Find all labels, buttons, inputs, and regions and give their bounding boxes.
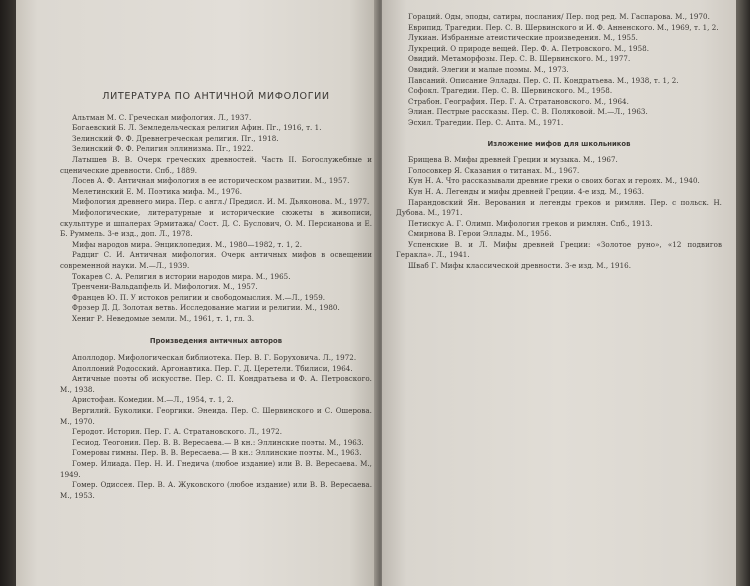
bibliography-entry: Эсхил. Трагедии. Пер. С. Апта. М., 1971. <box>408 117 564 127</box>
bibliography-entry: Аристофан. Комедии. М.—Л., 1954, т. 1, 2. <box>72 395 234 405</box>
bibliography-entry: Страбон. География. Пер. Г. А. Стратановского. М., 1964. <box>408 96 629 106</box>
bibliography-entry: Аполлоний Родосский. Аргонавтика. Пер. Г. Д. Церетели. Тбилиси, 1964. <box>72 363 353 373</box>
bibliography-entry: Радциг С. И. Античная мифология. Очерк античных мифов в освещении современной науки. М.—Л., 1939. <box>60 250 372 270</box>
bibliography-entry: Богаевский Б. Л. Земледельческая религия Афин. Пг., 1916, т. 1. <box>72 123 322 133</box>
bibliography-entry: Мифологические, литературные и исторические сюжеты в живописи, скульптуре и шпалерах Эрмитажа/ Сост. Д. С. Буслович, О. М. Персианова и Е. Б. Руммель. 3-е изд., доп. Л., 1978. <box>60 207 372 239</box>
bibliography-entry: Петискус А. Г. Олимп. Мифология греков и римлян. Спб., 1913. <box>408 218 653 228</box>
right-page <box>382 0 736 586</box>
bibliography-entry: Парандовский Ян. Верования и легенды греков и римлян. Пер. с польск. Н. Дубова. М., 1971. <box>396 197 722 218</box>
bibliography-entry: Мифология древнего мира. Пер. с англ./ Предисл. И. М. Дьяконова. М., 1977. <box>72 197 370 207</box>
bibliography-entry: Гомер. Одиссея. Пер. В. А. Жуковского (любое издание) или В. В. Вересаева. М., 1953. <box>60 480 372 500</box>
bibliography-entry: Лукреций. О природе вещей. Пер. Ф. А. Петровского. М., 1958. <box>408 43 650 53</box>
section-heading: Изложение мифов для школьников <box>487 139 631 148</box>
bibliography-entry: Хениг Р. Неведомые земли. М., 1961, т. 1, гл. 3. <box>72 313 255 323</box>
bibliography-entry: Успенские В. и Л. Мифы древней Греции: «Золотое руно», «12 подвигов Геракла». Л., 1941. <box>396 239 722 260</box>
bibliography-entry: Шваб Г. Мифы классической древности. 3-е изд. М., 1916. <box>408 261 632 271</box>
bibliography-entry: Голосовкер Я. Сказания о титанах. М., 1967. <box>408 165 580 175</box>
left-page <box>16 0 378 586</box>
bibliography-entry: Зелинский Ф. Ф. Религия эллинизма. Пг., 1922. <box>72 144 254 154</box>
bibliography-entry: Софокл. Трагедии. Пер. С. В. Шервинского. М., 1958. <box>408 86 613 96</box>
bibliography-entry: Гомер. Илиада. Пер. Н. И. Гнедича (любое издание) или В. В. Вересаева. М., 1949. <box>60 459 372 479</box>
bibliography-list <box>60 113 372 325</box>
bibliography-entry: Гораций. Оды, эподы, сатиры, послания/ Пер. под ред. М. Гаспарова. М., 1970. <box>408 12 710 21</box>
book-cover-edge-left <box>0 0 16 586</box>
school-myths-list <box>396 155 722 272</box>
right-page-content <box>396 12 722 272</box>
book-cover-edge-right <box>736 0 750 586</box>
bibliography-entry: Павсаний. Описание Эллады. Пер. С. П. Кондратьева. М., 1938, т. 1, 2. <box>408 75 679 85</box>
bibliography-entry: Мелетинский Е. М. Поэтика мифа. М., 1976. <box>72 186 243 196</box>
bibliography-entry: Лукиан. Избранные атеистические произведения. М., 1955. <box>408 33 638 43</box>
bibliography-entry: Гесиод. Теогония. Пер. В. В. Вересаева.— В кн.: Эллинские поэты. М., 1963. <box>72 437 364 447</box>
bibliography-entry: Овидий. Элегии и малые поэмы. М., 1973. <box>408 64 569 74</box>
ancient-authors-list <box>60 353 372 501</box>
bibliography-entry: Античные поэты об искусстве. Пер. С. П. Кондратьева и Ф. А. Петровского. М., 1938. <box>60 374 372 394</box>
left-page-content <box>60 92 372 501</box>
bibliography-entry: Аполлодор. Мифологическая библиотека. Пер. В. Г. Боруховича. Л., 1972. <box>72 353 357 363</box>
bibliography-entry: Фрэзер Д. Д. Золотая ветвь. Исследование магии и религии. М., 1980. <box>72 303 340 313</box>
bibliography-entry: Вергилий. Буколики. Георгики. Энеида. Пер. С. Шервинского и С. Ошерова. М., 1970. <box>60 406 372 426</box>
bibliography-entry: Кун Н. А. Легенды и мифы древней Греции. 4-е изд. М., 1963. <box>408 186 645 196</box>
bibliography-list-continued <box>396 12 722 129</box>
bibliography-entry: Францев Ю. П. У истоков религии и свободомыслия. М.—Л., 1959. <box>72 292 326 302</box>
bibliography-entry: Овидий. Метаморфозы. Пер. С. В. Шервинского. М., 1977. <box>408 54 631 64</box>
bibliography-entry: Латышев В. В. Очерк греческих древностей. Часть II. Богослужебные и сценические древности. Спб., 1889. <box>60 154 372 175</box>
bibliography-entry: Мифы народов мира. Энциклопедия. М., 1980—1982, т. 1, 2. <box>72 239 303 249</box>
section-heading: Произведения античных авторов <box>149 337 283 346</box>
bibliography-entry: Еврипид. Трагедии. Пер. С. В. Шервинского и И. Ф. Анненского. М., 1969, т. 1, 2. <box>408 22 719 32</box>
bibliography-entry: Кун Н. А. Что рассказывали древние греки о своих богах и героях. М., 1940. <box>408 176 700 186</box>
bibliography-entry: Лосев А. Ф. Античная мифология в ее историческом развитии. М., 1957. <box>72 176 350 186</box>
bibliography-entry: Зелинский Ф. Ф. Древнегреческая религия. Пг., 1918. <box>72 133 279 143</box>
bibliography-entry: Альтман М. С. Греческая мифология. Л., 1937. <box>72 112 252 122</box>
bibliography-entry: Смирнова В. Герои Эллады. М., 1956. <box>408 229 552 239</box>
page-title: ЛИТЕРАТУРА ПО АНТИЧНОЙ МИФОЛОГИИ <box>102 91 330 102</box>
bibliography-entry: Токарев С. А. Религия в истории народов мира. М., 1965. <box>72 271 291 281</box>
bibliography-entry: Брищева В. Мифы древней Греции и музыка. М., 1967. <box>408 155 618 165</box>
bibliography-entry: Тренчени-Вальдапфель И. Мифология. М., 1957. <box>72 282 258 292</box>
bibliography-entry: Элиан. Пестрые рассказы. Пер. С. В. Поляковой. М.—Л., 1963. <box>408 107 648 117</box>
bibliography-entry: Геродот. История. Пер. Г. А. Стратановского. Л., 1972. <box>72 427 283 437</box>
bibliography-entry: Гомеровы гимны. Пер. В. В. Вересаева.— В кн.: Эллинские поэты. М., 1963. <box>72 448 362 458</box>
